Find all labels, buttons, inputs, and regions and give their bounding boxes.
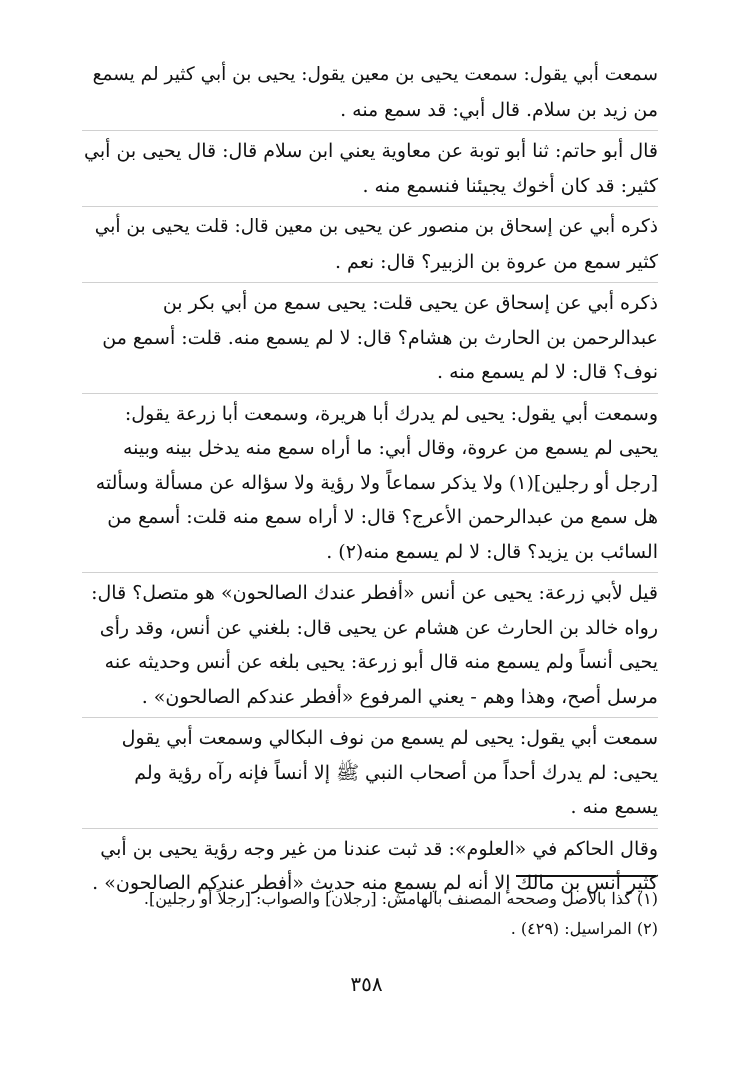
text-line: وقال الحاكم في «العلوم»: قد ثبت عندنا من غير وجه رؤية يحيى بن أبي [100,837,658,860]
page-body [82,58,658,907]
text-line: سمعت أبي يقول: يحيى لم يسمع من نوف البكالي وسمعت أبي يقول [121,727,658,749]
text-line: [رجل أو رجلين](١) ولا يذكر سماعاً ولا رؤية ولا سؤاله عن مسألة وسألته [95,471,658,494]
paragraph [82,397,658,574]
text-line: يسمع منه . [570,796,658,818]
paragraph [82,58,658,131]
paragraph [82,210,658,283]
text-line: من زيد بن سلام. قال أبي: قد سمع منه . [340,98,658,121]
paragraph [82,576,658,718]
page-number: ٣٥٨ [350,972,383,996]
footnote: (١) كذا بالأصل وصححه المصنف بالهامش: [رجلان] والصواب: [رجلاً أو رجلين]. [143,889,658,908]
text-line: يحيى لم يسمع من عروة، وقال أبي: ما أراه سمع منه يدخل بينه وبينه [122,437,658,459]
paragraph [82,286,658,394]
text-line: مرسل أصح، وهذا وهم - يعني المرفوع «أفطر عندكم الصالحون» . [141,685,658,708]
text-line: سمعت أبي يقول: سمعت يحيى بن معين يقول: يحيى بن أبي كثير لم يسمع [92,64,658,85]
text-line: ذكره أبي عن إسحاق عن يحيى قلت: يحيى سمع من أبي بكر بن [162,292,658,314]
paragraph [82,721,658,829]
text-line: كثير: قد كان أخوك يجيئنا فنسمع منه . [362,174,658,197]
text-line: يحيى: لم يدرك أحداً من أصحاب النبي ﷺ إلا أنساً فإنه رآه رؤية ولم [134,761,658,784]
text-line: كثير أنس بن مالك إلا أنه لم يسمع منه حديث «أفطر عندكم الصالحون» . [92,872,658,894]
text-line: رواه خالد بن الحارث عن هشام عن يحيى قال: بلغني عن أنس، وقد رأى [99,616,658,639]
text-line: ذكره أبي عن إسحاق بن منصور عن يحيى بن معين قال: قلت يحيى بن أبي [94,216,658,237]
paragraph [82,134,658,207]
footnote-separator [516,875,656,877]
text-line: يحيى أنساً ولم يسمع منه قال أبو زرعة: يحيى بلغه عن أنس وحديثه عنه [104,651,658,673]
text-line: كثير سمع من عروة بن الزبير؟ قال: نعم . [334,250,658,273]
text-line: وسمعت أبي يقول: يحيى لم يدرك أبا هريرة، وسمعت أبا زرعة يقول: [124,402,658,425]
footnotes [82,884,658,944]
text-line: عبدالرحمن بن الحارث بن هشام؟ قال: لا لم يسمع منه. قلت: أسمع من [102,326,658,349]
text-line: قال أبو حاتم: ثنا أبو توبة عن معاوية يعني ابن سلام قال: قال يحيى بن أبي [84,140,658,162]
text-line: السائب بن يزيد؟ قال: لا لم يسمع منه(٢) . [326,540,658,563]
text-line: هل سمع من عبدالرحمن الأعرج؟ قال: لا أراه سمع منه قلت: أسمع من [107,506,658,528]
footnote: (٢) المراسيل: (٤٢٩) . [510,919,658,938]
text-line: قيل لأبي زرعة: يحيى عن أنس «أفطر عندك الصالحون» هو متصل؟ قال: [91,582,658,604]
text-line: نوف؟ قال: لا لم يسمع منه . [437,361,658,383]
